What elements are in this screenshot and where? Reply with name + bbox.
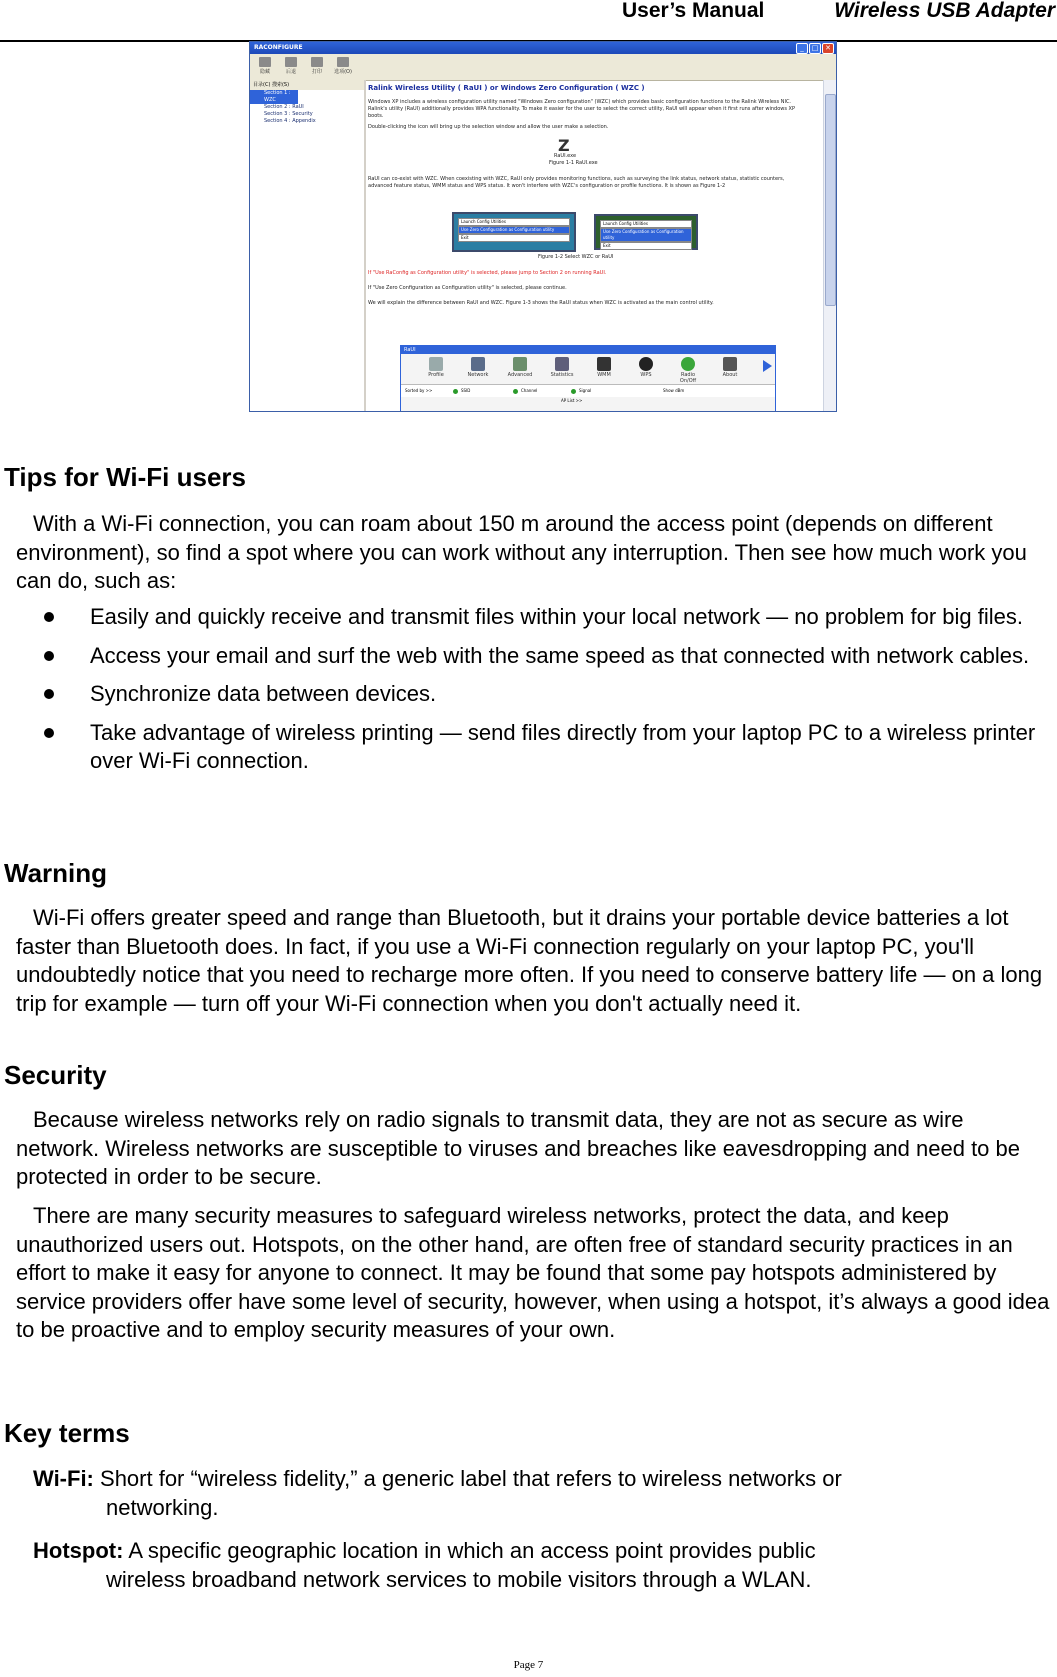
help-paragraph-6: We will explain the difference between RaUI and WZC. Figure 1-3 shows the RaUI status when WZC is activated as the main control utility. (368, 300, 714, 306)
tips-intro-paragraph: With a Wi-Fi connection, you can roam about 150 m around the access point (depends on different environment), so find a spot where you can work without any interruption. Then see how much work you can do, such as: (16, 511, 1027, 593)
launch-menu-left: Launch Config Utilities Use Zero Configuration as Configuration utility Exit (452, 212, 576, 252)
list-item: Easily and quickly receive and transmit files within your local network — no problem for big files. (0, 603, 1040, 632)
help-paragraph-3: RaUI can co-exist with WZC. When coexisting with WZC, RaUI only provides monitoring functions, such as surveying the link status, network status, statistic counters, advanced feature status, WMM status and WPS status. It won't interfere with WZC's configuration or profile functions. It is shown as Figure 1-2 (368, 176, 785, 189)
header-manual-title: User’s Manual (622, 0, 765, 22)
raui-sort-bar: Sorted by >> SSID Channel Signal Show dBm (401, 384, 775, 397)
help-contents-sidebar (250, 80, 366, 411)
warning-paragraph: Wi-Fi offers greater speed and range than Bluetooth, but it drains your portable device batteries a lot faster than Bluetooth does. In fact, if you use a Wi-Fi connection regularly on your laptop PC, you'll undoubtedly notice that you need to recharge more often. If you need to conserve battery life — on a long trip for example — turn off your Wi-Fi connection when you don't actually need it. (16, 905, 1043, 1016)
bullet-icon (44, 651, 54, 661)
radio-tab-icon: Radio On/Off (673, 357, 703, 384)
bullet-icon (44, 612, 54, 622)
back-toolbar-button: 后退 (280, 56, 302, 78)
help-paragraph-5: If "Use Zero Configuration as Configuration utility" is selected, please continue. (368, 285, 567, 291)
sidebar-item-section-4: Section 4 : Appendix (264, 118, 316, 124)
help-heading: Ralink Wireless Utility ( RaUI ) or Windows Zero Configuration ( WZC ) (368, 84, 645, 92)
wifi-term-label: Wi-Fi: (33, 1466, 94, 1491)
tips-heading: Tips for Wi-Fi users (4, 462, 246, 492)
hide-toolbar-button: 隐藏 (254, 56, 276, 78)
help-paragraph-1: Windows XP includes a wireless configuration utility named "Windows Zero configuration" (WZC) which provides basic configuration functions to the Ralink Wireless NIC. Ralink's utility (RaUI) additionally provides WPA functionality. To make it easier for the user to select the correct utility, RaUI will appear when it first runs after windows XP boots. (368, 99, 795, 119)
advanced-tab-icon: Advanced (505, 357, 535, 378)
header-product-name: Wireless USB Adapter (834, 0, 1055, 22)
print-toolbar-button: 打印 (306, 56, 328, 78)
hotspot-term-label: Hotspot: (33, 1538, 124, 1563)
list-item: Access your email and surf the web with the same speed as that connected with network cables. (0, 642, 1040, 671)
raui-exe-icon: Z (558, 136, 570, 155)
about-tab-icon: About (715, 357, 745, 378)
window-titlebar (250, 42, 836, 54)
figure-1-2-caption: Figure 1-2 Select WZC or RaUI (538, 254, 614, 260)
window-toolbar (250, 54, 836, 81)
figure-1-1-caption: Figure 1-1 RaUI.exe (549, 160, 598, 166)
sidebar-item-section-1: Section 1 : WZC (250, 90, 298, 104)
help-window-screenshot (249, 41, 837, 412)
wmm-tab-icon: WMM (589, 357, 619, 378)
security-heading: Security (4, 1060, 107, 1090)
statistics-tab-icon: Statistics (547, 357, 577, 378)
key-terms-heading: Key terms (4, 1418, 130, 1448)
warning-heading: Warning (4, 858, 108, 888)
hotspot-definition-line-2: wireless broadband network services to mobile visitors through a WLAN. (106, 1566, 812, 1592)
sidebar-item-section-2: Section 2 : RaUI (264, 104, 304, 110)
raui-exe-label: RaUI.exe (554, 153, 577, 159)
minimize-icon: _ (796, 43, 808, 54)
security-paragraph-1: Because wireless networks rely on radio signals to transmit data, they are not as secure as wire network. Wireless networks are susceptible to viruses and breaches like eavesdropping and need to be protected in order to be secure. (16, 1107, 1020, 1189)
help-paragraph-2: Double-clicking the icon will bring up the selection window and allow the user make a selection. (368, 124, 609, 130)
bullet-icon (44, 689, 54, 699)
security-paragraph-2: There are many security measures to safeguard wireless networks, protect the data, and keep unauthorized users out. Hotspots, on the other hand, are often free of standard security practices in an effort to make it easy for anyone to connect. It may be found that some pay hotspots administered by service providers offer have some level of security, however, when using a hotspot, it’s always a good idea to be proactive and to employ security measures of your own. (16, 1203, 1050, 1342)
options-toolbar-button: 选项(O) (332, 56, 354, 78)
wifi-term (33, 1465, 1013, 1522)
network-tab-icon: Network (463, 357, 493, 378)
raui-window-preview (400, 345, 776, 412)
wifi-definition-line-2: networking. (106, 1494, 219, 1520)
hotspot-definition-line-1: A specific geographic location in which an access point provides public (128, 1538, 816, 1563)
profile-tab-icon: Profile (421, 357, 451, 378)
maximize-icon: □ (809, 43, 821, 54)
sidebar-item-section-3: Section 3 : Security (264, 111, 313, 117)
bullet-icon (44, 728, 54, 738)
wps-tab-icon: WPS (631, 357, 661, 378)
help-scrollbar (823, 80, 836, 411)
launch-menu-right: Launch Config Utilities Use Zero Configuration as Configuration utility Exit (594, 214, 698, 250)
window-title: RACONFIGURE (254, 44, 303, 51)
list-item: Synchronize data between devices. (0, 680, 1040, 709)
page-header (0, 0, 1057, 42)
help-paragraph-4: If "Use RaConfig as Configuration utility" is selected, please jump to Section 2 on running RaUI. (368, 270, 607, 276)
close-icon: ✕ (822, 43, 834, 54)
list-item: Take advantage of wireless printing — send files directly from your laptop PC to a wireless printer over Wi-Fi connection. (0, 719, 1040, 776)
next-arrow-icon (763, 360, 772, 372)
hotspot-term (33, 1537, 1013, 1594)
sidebar-tabs: 目录(C) 搜索(S) (250, 80, 364, 90)
raui-title: RaUI (401, 346, 775, 354)
wifi-definition-line-1: Short for “wireless fidelity,” a generic label that refers to wireless networks or (100, 1466, 842, 1491)
ap-list-label: AP List >> (561, 398, 583, 403)
tips-bullet-list (0, 603, 1040, 776)
page-number: Page 7 (513, 1659, 544, 1671)
